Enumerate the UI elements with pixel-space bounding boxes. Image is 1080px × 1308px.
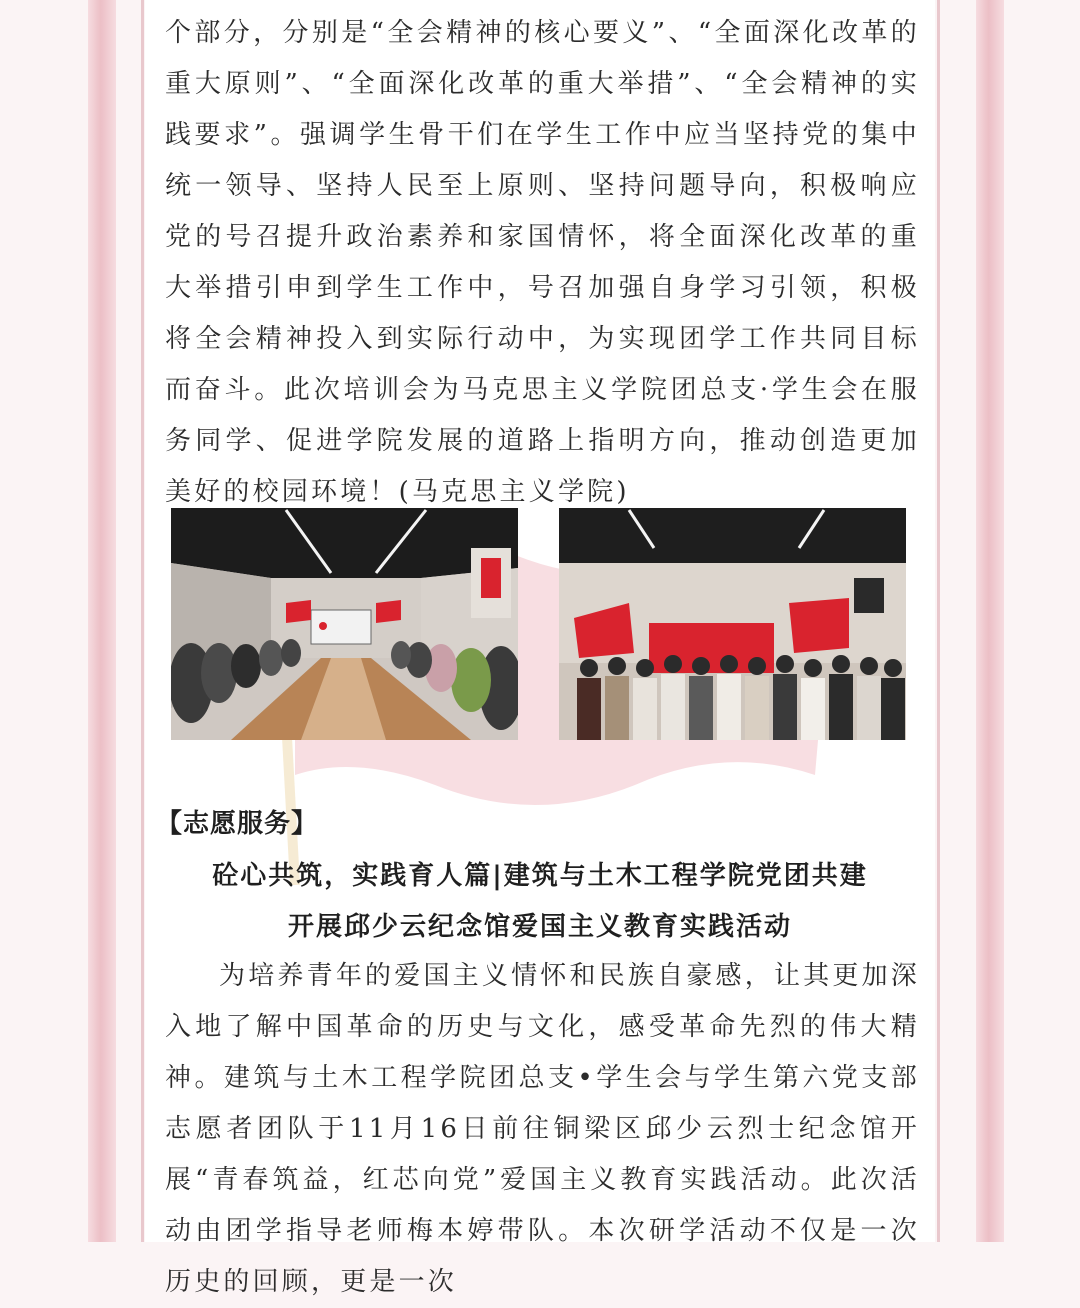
body-paragraph-1: 个部分，分别是“全会精神的核心要义”、“全面深化改革的重大原则”、“全面深化改革的重大举措”、“全会精神的实践要求”。强调学生骨干们在学生工作中应当坚持党的集中统一领导、坚持人民至上原则、坚持问题导向，积极响应党的号召提升政治素养和家国情怀，将全面深化改革的重大举措引申到学生工作中，号召加强自身学习引领，积极将全会精神投入到实际行动中，为实现团学工作共同目标而奋斗。此次培训会为马克思主义学院团总支·学生会在服务同学、促进学院发展的道路上指明方向，推动创造更加美好的校园环境！(马克思主义学院) <box>165 18 920 507</box>
section-label-volunteer-service: 【志愿服务】 <box>156 809 319 839</box>
group-photo <box>559 508 906 740</box>
article-headline-line-2: 开展邱少云纪念馆爱国主义教育实践活动 <box>287 912 792 942</box>
frame-inner-line-right <box>937 0 940 1242</box>
article-headline-line-1: 砼心共筑，实践育人篇|建筑与土木工程学院党团共建 <box>212 861 868 891</box>
frame-inner-line-left <box>141 0 144 1242</box>
meeting-room-photo <box>171 508 518 740</box>
frame-right-border <box>976 0 1004 1242</box>
frame-left-border <box>88 0 116 1242</box>
body-paragraph-2: 为培养青年的爱国主义情怀和民族自豪感，让其更加深入地了解中国革命的历史与文化，感受革命先烈的伟大精神。建筑与土木工程学院团总支•学生会与学生第六党支部志愿者团队于11月16日前往铜梁区邱少云烈士纪念馆开展“青春筑益，红芯向党”爱国主义教育实践活动。此次活动由团学指导老师梅本婷带队。本次研学活动不仅是一次历史的回顾，更是一次 <box>165 961 920 1297</box>
